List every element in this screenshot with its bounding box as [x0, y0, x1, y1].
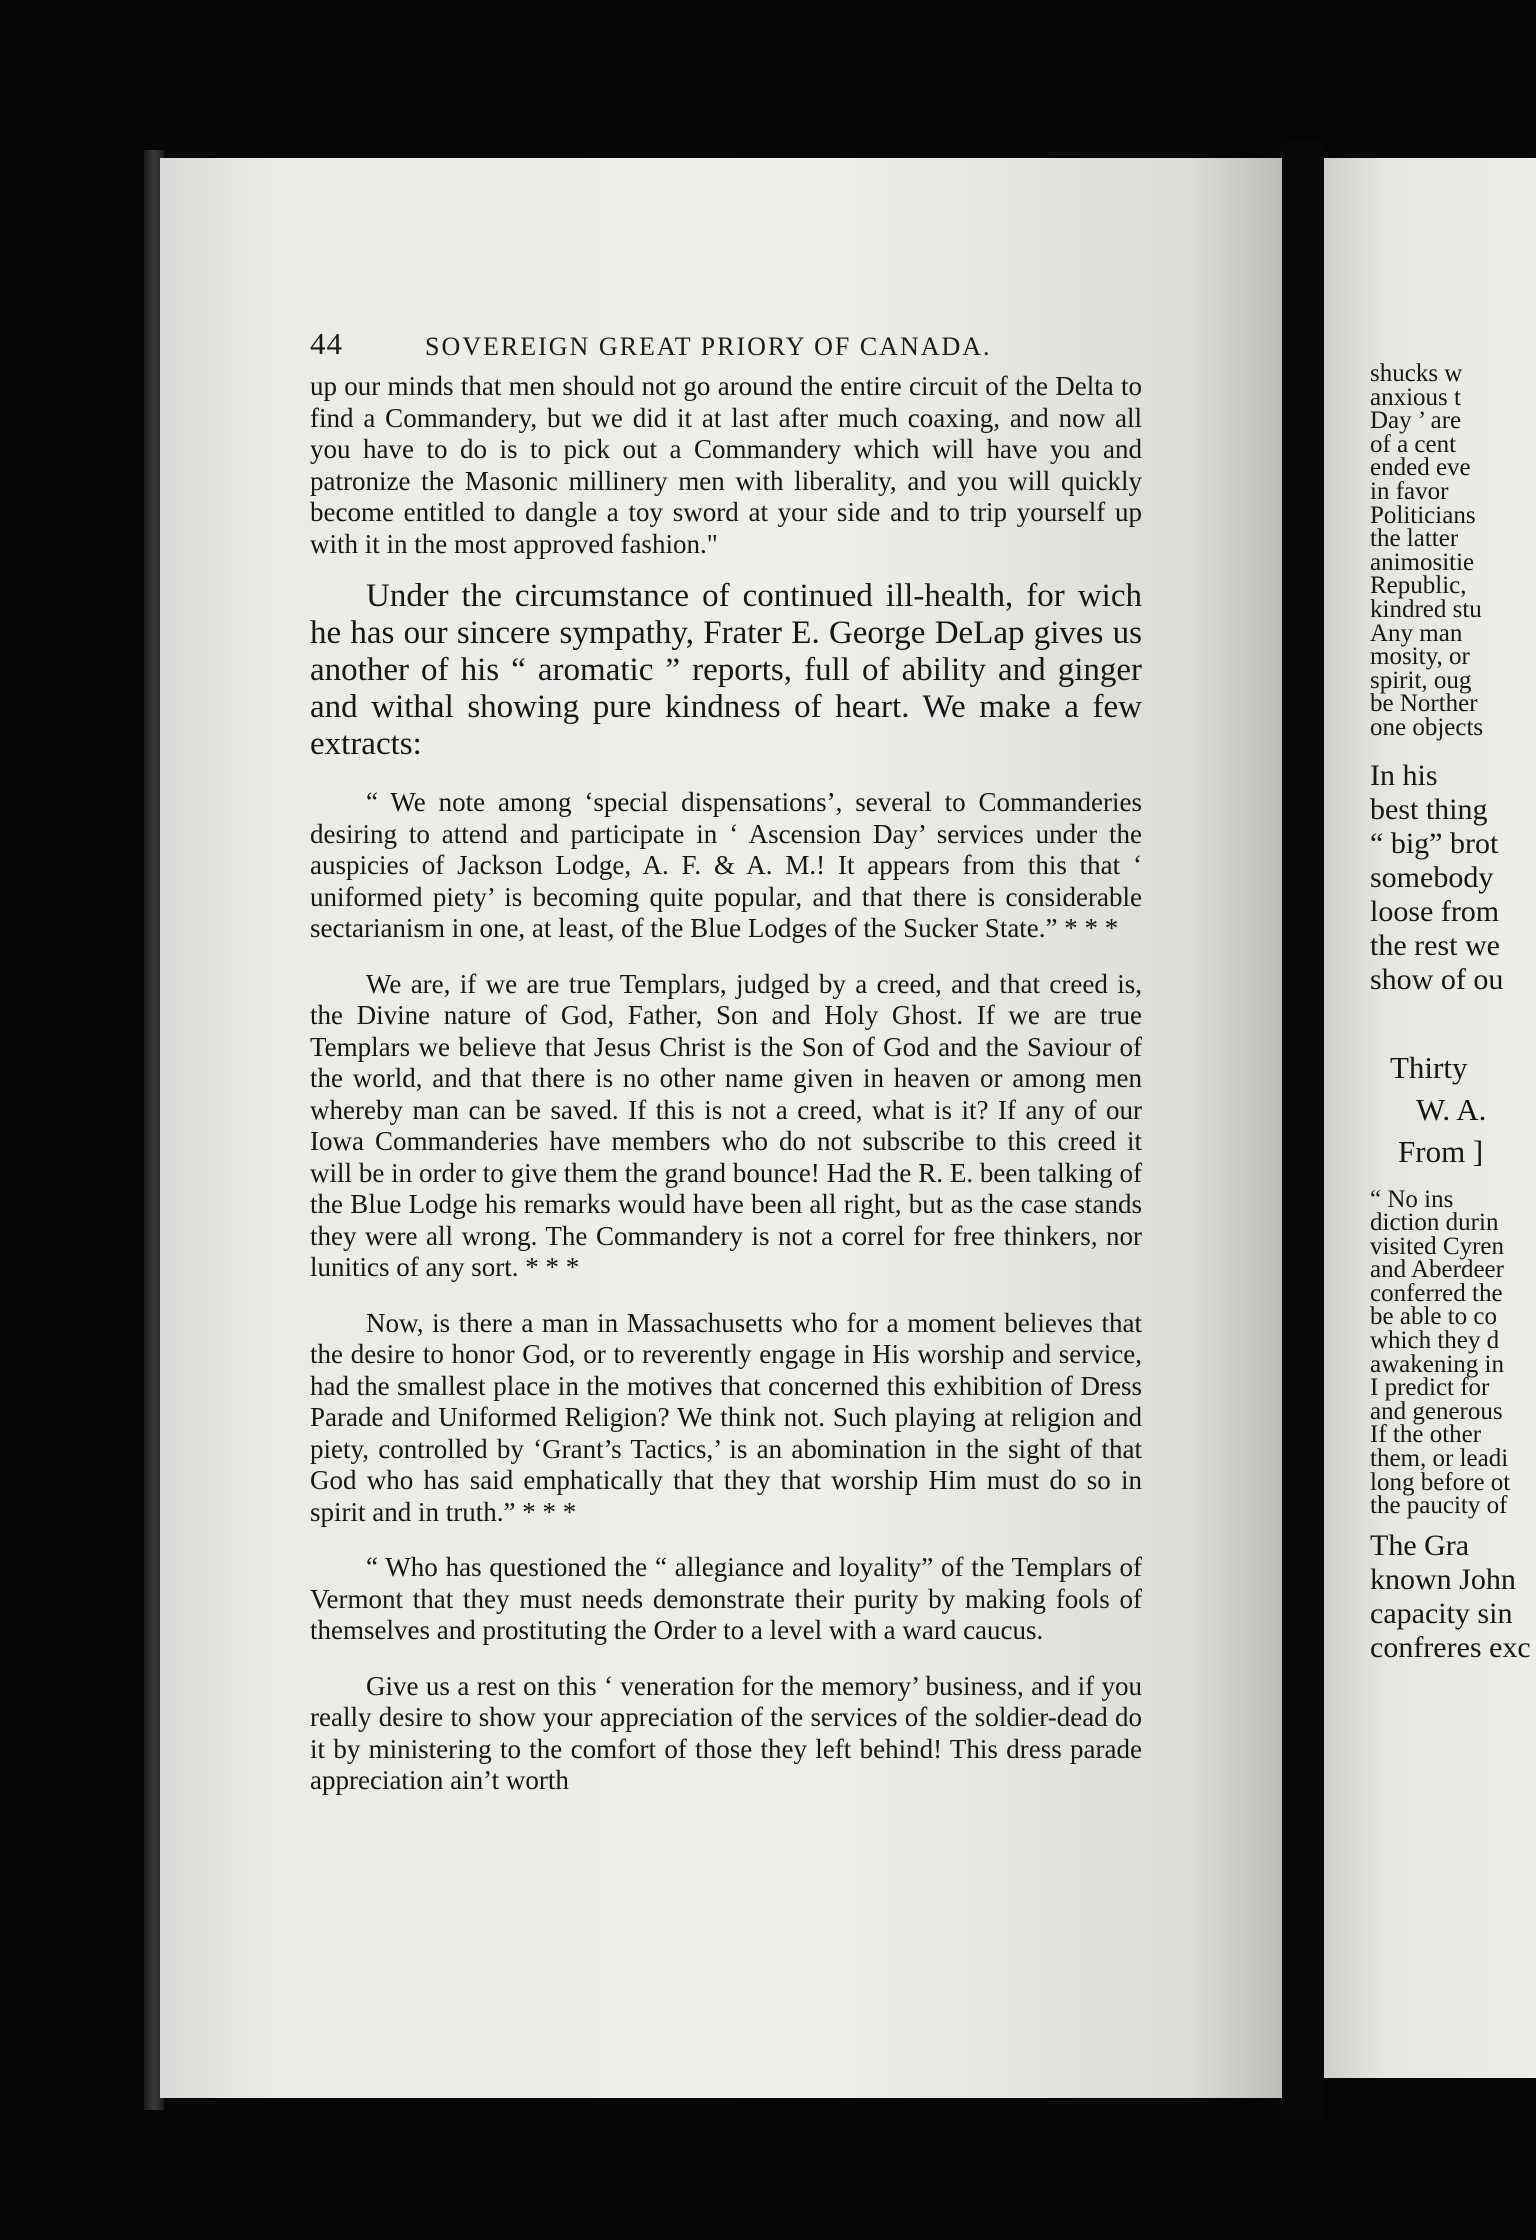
running-head: SOVEREIGN GREAT PRIORY OF CANADA. — [425, 332, 992, 361]
paragraph-1: up our minds that men should not go around the entire circuit of the Delta to find a Commandery, but we did it at last after much coaxing, and now all you have to do is to pick out a Commandery which will have you and patronize the Masonic millinery men with liberality, and you will quickly become entitled to dangle a toy sword at your side and to trip yourself up with it in the most approved fashion." — [310, 371, 1142, 559]
right-heading-line: W. A. — [1416, 1091, 1487, 1127]
book-gutter — [1282, 140, 1324, 2120]
right-heading-line: From ] — [1398, 1133, 1484, 1169]
right-line-large: In his — [1370, 758, 1438, 792]
paragraph-7: Give us a rest on this ‘ veneration for the memory’ business, and if you really desire to show your appreciation of the services of the soldier-dead do it by ministering to the comfort of those they left behind! This dress parade appreciation ain’t worth — [310, 1670, 1142, 1795]
right-line: I predict for — [1370, 1374, 1490, 1402]
right-line-large: show of ou — [1370, 962, 1504, 996]
right-line: the latter — [1370, 525, 1459, 553]
right-line: of a cent — [1370, 430, 1457, 458]
right-line: kindred stu — [1370, 595, 1482, 623]
page-number: 44 — [310, 326, 343, 361]
right-line: them, or leadi — [1370, 1445, 1509, 1473]
paragraph-4: We are, if we are true Templars, judged by a creed, and that creed is, the Divine nature of God, Father, Son and Holy Ghost. If we are true Templars we believe that Jesus Christ is the Son of God and the Saviour of the world, and that there is no other name given in heaven or among men whereby man can be saved. If this is not a creed, what is it? If any of our Iowa Commanderies have members who do not subscribe to this creed it will be in order to give them the grand bounce! Had the R. E. been talking of the Blue Lodge his remarks would have been all right, but as the case stands they were all wrong. The Commandery is not a correl for free thinkers, nor lunitics of any sort. * * * — [310, 968, 1142, 1282]
right-line: shucks w — [1370, 360, 1463, 387]
right-line: Day ’ are — [1370, 407, 1462, 435]
right-page — [1324, 158, 1536, 2078]
right-line-large: loose from — [1370, 894, 1500, 928]
page-header — [310, 326, 1210, 366]
right-line: mosity, or — [1370, 643, 1470, 671]
right-line: the paucity of — [1370, 1492, 1508, 1520]
right-line: Any man — [1370, 619, 1463, 647]
left-page — [160, 158, 1282, 2098]
right-line: be Norther — [1370, 690, 1478, 718]
right-page-text — [1324, 360, 1531, 1670]
right-line: and Aberdeer — [1370, 1256, 1504, 1284]
right-line-large: known John — [1370, 1562, 1516, 1596]
right-line: conferred the — [1370, 1279, 1503, 1307]
right-line: long before ot — [1370, 1468, 1511, 1496]
left-page-text — [310, 371, 1142, 1797]
paragraph-2: Under the circumstance of continued ill-health, for wich he has our sincere sympathy, Frater E. George DeLap gives us another of his “ aromatic ” reports, full of ability and ginger and withal showing pure kindness of heart. We make a few extracts: — [310, 578, 1142, 762]
right-line: Politicians — [1370, 501, 1476, 529]
right-line-large: capacity sin — [1370, 1596, 1513, 1630]
paragraph-3: “ We note among ‘special dispensations’, several to Commanderies desiring to attend and participate in ‘ Ascension Day’ services under the auspicies of Jackson Lodge, A. F. & A. M.! It appears from this that ‘ uniformed piety’ is becoming quite popular, and that there is considerable sectarianism in one, at least, of the Blue Lodges of the Sucker State.” * * * — [310, 787, 1142, 943]
right-line: Republic, — [1370, 572, 1467, 600]
paragraph-6: “ Who has questioned the “ allegiance and loyality” of the Templars of Vermont that they must needs demonstrate their purity by making fools of themselves and prostituting the Order to a level with a ward caucus. — [310, 1552, 1142, 1645]
right-line-large: “ big” brot — [1370, 826, 1499, 860]
right-line: animositie — [1370, 548, 1475, 576]
right-spacer — [1370, 1002, 1520, 1056]
right-line: spirit, oug — [1370, 666, 1472, 694]
right-line-large: The Gra — [1370, 1528, 1470, 1562]
right-line: one objects — [1370, 713, 1484, 741]
right-line-large: best thing — [1370, 792, 1488, 826]
right-heading-line: Thirty — [1390, 1049, 1468, 1085]
right-line: If the other — [1370, 1421, 1482, 1449]
right-line: “ No ins — [1370, 1185, 1454, 1213]
right-line-large: confreres exc — [1370, 1630, 1531, 1664]
paragraph-5: Now, is there a man in Massachusetts who for a moment believes that the desire to honor God, or to reverently engage in His worship and service, had the smallest place in the motives that concerned this exhibition of Dress Parade and Uniformed Religion? We think not. Such playing at religion and piety, controlled by ‘Grant’s Tactics,’ is an abomination in the sight of that God who has said emphatically that they that worship Him must do so in spirit and in truth.” * * * — [310, 1307, 1142, 1527]
right-line: ended eve — [1370, 454, 1471, 482]
right-line-large: somebody — [1370, 860, 1494, 894]
right-line-large: the rest we — [1370, 928, 1500, 962]
right-line: anxious t — [1370, 383, 1461, 411]
right-line: which they d — [1370, 1327, 1500, 1355]
right-line: visited Cyren — [1370, 1232, 1505, 1260]
right-line: and generous — [1370, 1397, 1503, 1425]
right-line: in favor — [1370, 477, 1449, 505]
right-line: diction durin — [1370, 1209, 1499, 1237]
right-line: awakening in — [1370, 1350, 1504, 1378]
right-line: be able to co — [1370, 1303, 1498, 1331]
